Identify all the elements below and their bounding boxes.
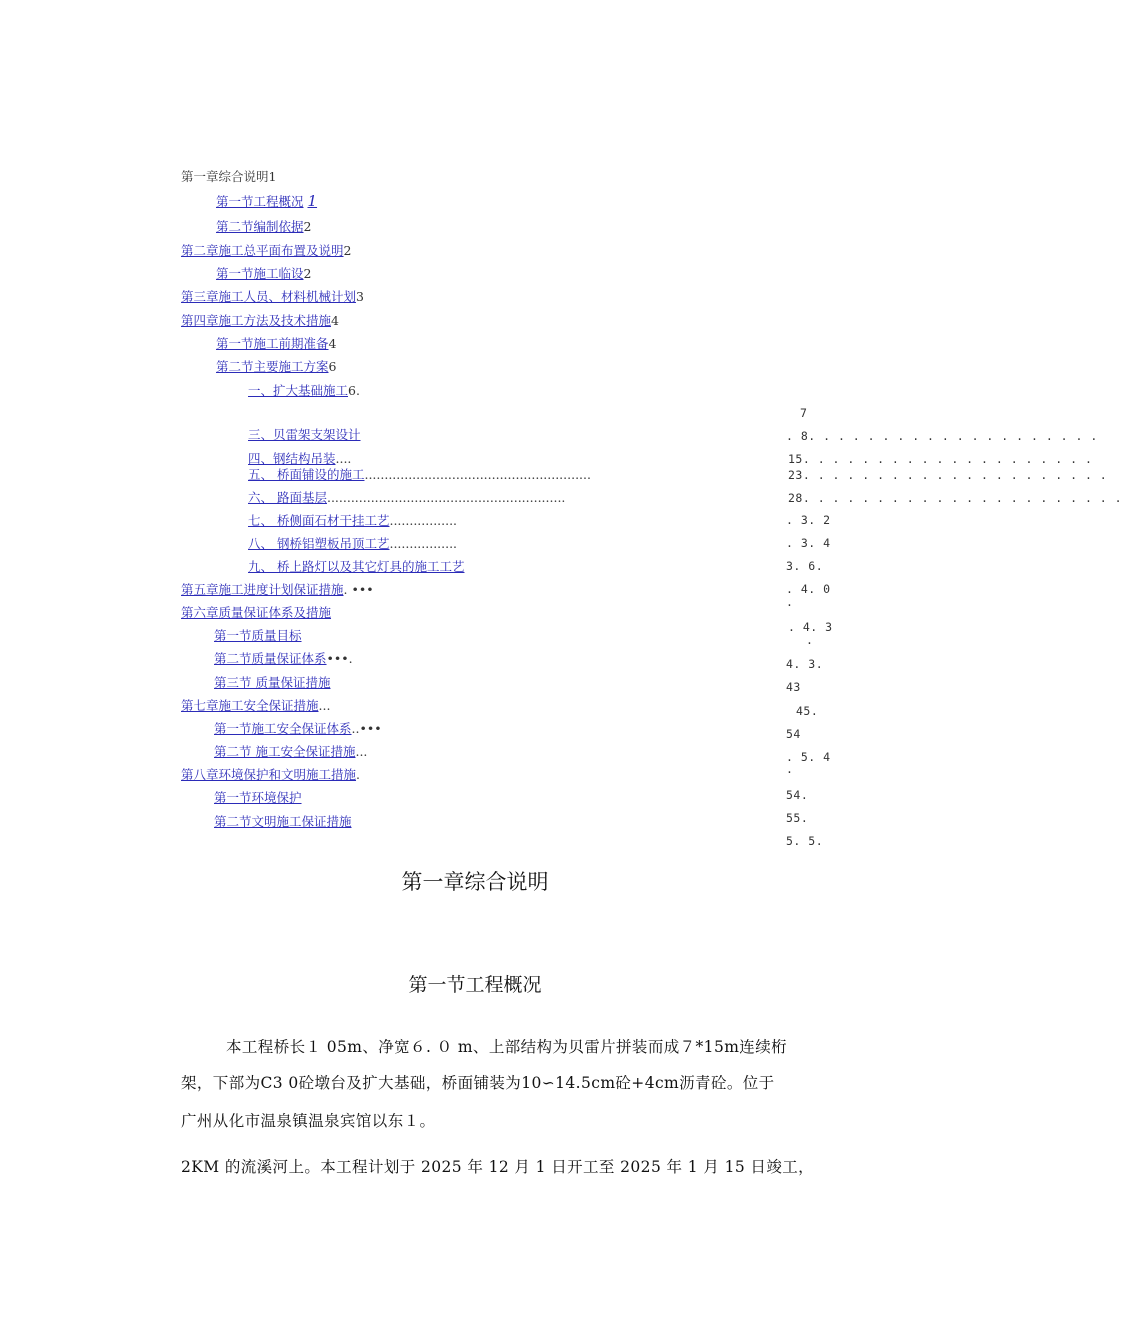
toc-label[interactable]: 第二节主要施工方案 [216,359,329,374]
toc-link-section-overview[interactable] [216,193,317,210]
toc-page: 1 [268,169,277,184]
toc-page: 6 [328,359,337,374]
toc-link-chapter-7[interactable] [181,698,330,714]
toc-label[interactable]: 第七章施工安全保证措施 [181,698,319,713]
toc-page-mark: . 4. 0 [786,582,831,596]
toc-label[interactable]: 第三节 质量保证措施 [214,675,331,690]
toc-link-chapter-3[interactable] [181,289,364,305]
toc-page-mark: · [786,598,794,612]
toc-link-chapter-5[interactable] [181,582,374,598]
toc-page-mark: . 4. 3 [788,620,833,634]
toc-page: ..••• [351,721,382,736]
toc-label[interactable]: 第一节环境保护 [214,790,302,805]
toc-label[interactable]: 三、贝雷架支架设计 [248,427,361,442]
toc-page-mark: 15. . . . . . . . . . . . . . . . . . . . [788,452,1093,466]
toc-label[interactable]: 第六章质量保证体系及措施 [181,605,332,620]
toc-label[interactable]: 第一节工程概况 [216,194,304,209]
toc-link-chapter-8[interactable] [181,767,360,783]
toc-page-mark: . 3. 2 [786,513,831,527]
toc-page-mark: 43 [786,680,801,694]
toc-page-mark: 54 [786,727,801,741]
toc-page: ......................................................... [364,467,591,482]
toc-link-section-quality-goal[interactable] [214,628,302,644]
toc-label[interactable]: 八、 钢桥铝塑板吊顶工艺 [248,536,390,551]
toc-page: ... [318,698,331,713]
toc-page-mark: . 3. 4 [786,536,831,550]
toc-page-mark: 55. [786,811,809,825]
toc-page: 2 [303,219,312,234]
toc-page: •••. [326,651,353,666]
toc-link-section-civilized[interactable] [214,814,352,830]
toc-page: 2 [343,243,352,258]
toc-link-item-3[interactable] [248,427,361,443]
toc-page: . [356,767,360,782]
body-paragraph-line: 广州从化市温泉镇温泉宾馆以东１。 [181,1112,436,1130]
toc-page: ............................................................ [326,490,566,505]
toc-link-section-prep[interactable] [216,336,336,352]
toc-label[interactable]: 四、钢结构吊装 [248,451,336,466]
toc-label[interactable]: 第一节质量目标 [214,628,302,643]
toc-link-chapter-2[interactable] [181,243,351,259]
toc-label[interactable]: 第三章施工人员、材料机械计划 [181,289,357,304]
toc-link-item-1[interactable] [248,383,360,399]
toc-link-item-5[interactable] [248,467,778,483]
toc-link-section-quality-measures[interactable] [214,675,330,691]
toc-link-item-8[interactable] [248,536,457,552]
section-title: 第一节工程概况 [408,974,542,996]
body-paragraph-line: 2KM 的流溪河上。本工程计划于 2025 年 12 月 1 日开工至 2025 年 1 月 15 日竣工， [181,1158,815,1176]
toc-link-section-safety-measures[interactable] [214,744,367,760]
toc-page: ................. [389,513,458,528]
toc-link-item-7[interactable] [248,513,457,529]
toc-page: 2 [303,266,312,281]
toc-link-section-temp[interactable] [216,266,311,282]
toc-label[interactable]: 第一节施工前期准备 [216,336,329,351]
toc-label[interactable]: 第二章施工总平面布置及说明 [181,243,344,258]
toc-page: ................. [389,536,458,551]
toc-page-mark: 7 [800,406,808,420]
toc-chapter-1 [181,169,276,185]
toc-link-section-safety-system[interactable] [214,721,382,737]
toc-page: .... [335,451,352,466]
toc-label[interactable]: 第八章环境保护和文明施工措施 [181,767,357,782]
toc-label[interactable]: 六、 路面基层 [248,490,327,505]
toc-link-chapter-6[interactable] [181,605,331,621]
toc-page-mark: · [786,765,794,779]
chapter-title: 第一章综合说明 [401,870,549,894]
toc-label[interactable]: 七、 桥侧面石材干挂工艺 [248,513,390,528]
toc-page-mark: 5. 5. [786,834,824,848]
toc-label[interactable]: 九、 桥上路灯以及其它灯具的施工工艺 [248,559,465,574]
toc-page-mark: · [806,636,814,650]
toc-label[interactable]: 第四章施工方法及技术措施 [181,313,332,328]
toc-page-mark: 54. [786,788,809,802]
toc-page: . ••• [343,582,374,597]
toc-page-mark: 45. [796,704,819,718]
toc-link-section-basis[interactable] [216,219,311,235]
toc-label[interactable]: 第二节 施工安全保证措施 [214,744,356,759]
toc-page-mark: 4. 3. [786,657,824,671]
toc-label: 第一章综合说明 [181,169,269,184]
toc-page-mark: . 5. 4 [786,750,831,764]
toc-link-chapter-4[interactable] [181,313,339,329]
body-paragraph-line: 架，下部为C3 0砼墩台及扩大基础，桥面铺装为10∽14.5cm砼+4cm沥青砼。位于 [181,1074,775,1092]
toc-link-section-environment[interactable] [214,790,302,806]
toc-link-section-quality-system[interactable] [214,651,353,667]
toc-page-mark: 28. . . . . . . . . . . . . . . . . . . . . . [788,491,1122,505]
toc-label[interactable]: 第五章施工进度计划保证措施 [181,582,344,597]
toc-label[interactable]: 第二节编制依据 [216,219,304,234]
toc-link-item-9[interactable] [248,559,464,575]
toc-page-mark: 3. 6. [786,559,824,573]
toc-page-mark: 23. . . . . . . . . . . . . . . . . . . . . [788,468,1108,482]
toc-label[interactable]: 第二节质量保证体系 [214,651,327,666]
toc-link-section-plan[interactable] [216,359,336,375]
toc-label[interactable]: 一、扩大基础施工 [248,383,349,398]
toc-page[interactable]: 1 [307,192,318,210]
toc-page: ... [355,744,368,759]
toc-label[interactable]: 五、 桥面铺设的施工 [248,467,365,482]
toc-label[interactable]: 第二节文明施工保证措施 [214,814,352,829]
toc-label[interactable]: 第一节施工临设 [216,266,304,281]
toc-page: 4 [331,313,339,328]
toc-page: 6. [348,383,360,398]
body-paragraph-line: 本工程桥长１ 05m、净宽６. ０ m、上部结构为贝雷片拼装而成７*15m连续桁 [226,1038,787,1056]
toc-page-mark: . 8. . . . . . . . . . . . . . . . . . . . [786,429,1098,443]
toc-page: 4 [328,336,337,351]
toc-link-item-6[interactable] [248,490,778,506]
toc-link-item-4[interactable] [248,451,351,467]
toc-page: 3 [356,289,364,304]
toc-label[interactable]: 第一节施工安全保证体系 [214,721,352,736]
